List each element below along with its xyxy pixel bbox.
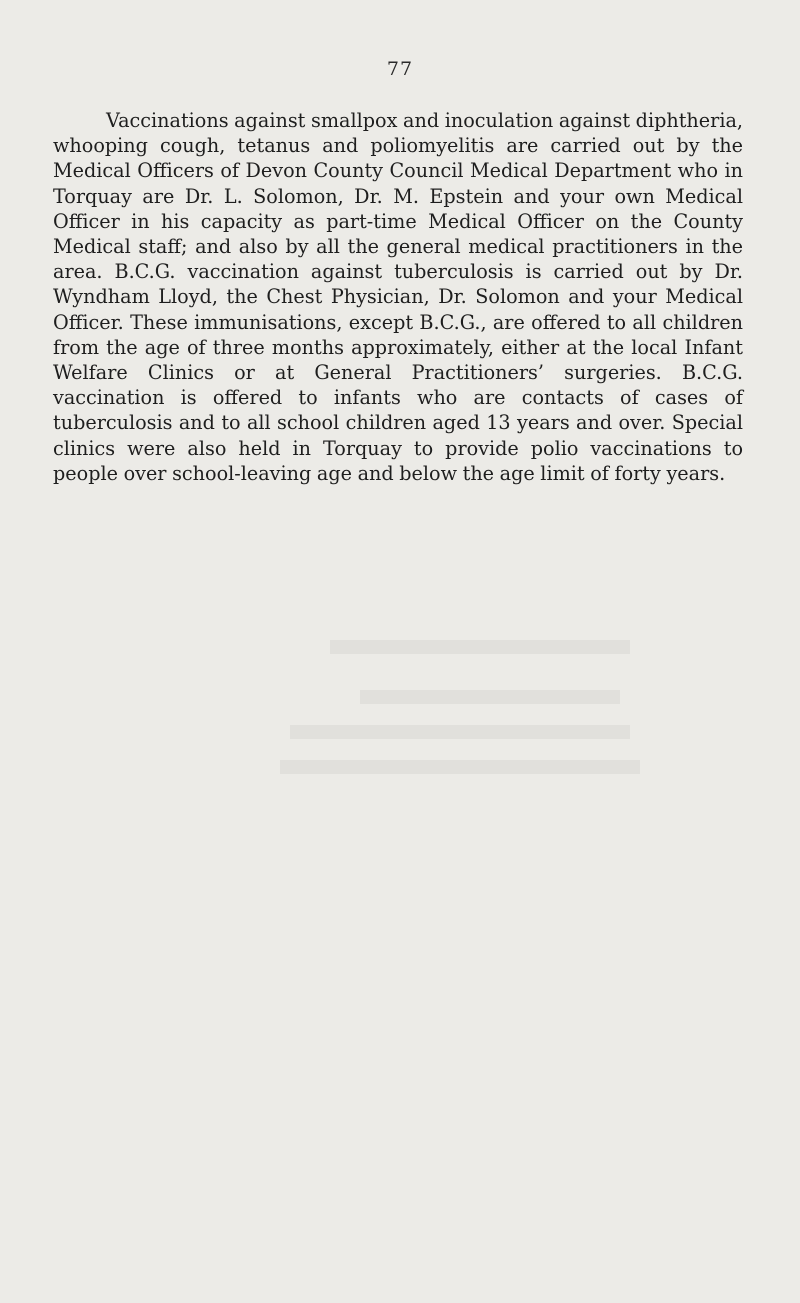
page-number: 77 [386,58,414,80]
body-paragraph: Vaccinations against smallpox and inoculation against diphtheria, whooping cough, tetanus and poliomyelitis are carried out by the Medical Officers of Devon County Council Medical Department who in Torquay are Dr. L. Solomon, Dr. M. Epstein and your own Medical Officer in his capacity as part-time Medical Officer on the County Medical staff; and also by all the general medical practitioners in the area. B.C.G. vaccination against tuberculosis is carried out by Dr. Wyndham Lloyd, the Chest Physician, Dr. Solomon and your Medical Officer. These immunisations, except B.C.G., are offered to all children from the age of three months approximately, either at the local Infant Welfare Clinics or at General Practitioners’ surgeries. B.C.G. vaccination is offered to infants who are contacts of cases of tuberculosis and to all school children aged 13 years and over. Special clinics were also held in Torquay to provide polio vaccinations to people over school-leaving age and below the age limit of forty years. [53,109,743,485]
